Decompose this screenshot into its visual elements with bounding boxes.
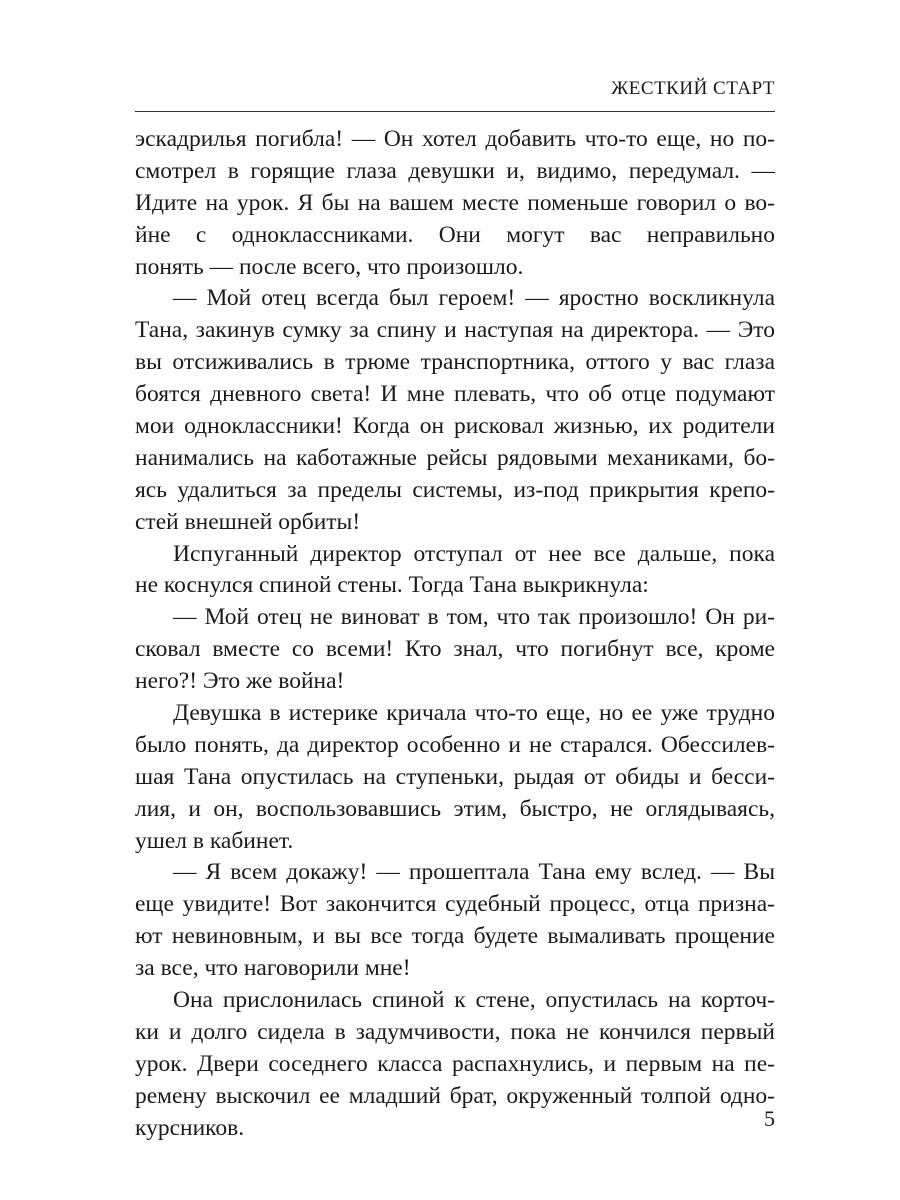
text-line: Тана, закинув сумку за спину и наступая на директора. — Это xyxy=(135,317,775,344)
text-line: шая Тана опустилась на ступеньки, рыдая от обиды и бесси- xyxy=(135,763,775,790)
text-line: не коснулся спиной стены. Тогда Тана выкрикнула: xyxy=(135,572,649,599)
text-line: боятся дневного света! И мне плевать, что об отце подумают xyxy=(135,381,775,408)
text-line: эскадрилья погибла! — Он хотел добавить что-то еще, но по- xyxy=(135,126,775,152)
text-line: него?! Это же война! xyxy=(135,668,345,695)
text-line: было понять, да директор особенно и не старался. Обессилев- xyxy=(135,731,775,758)
text-line: лия, и он, воспользовавшись этим, быстро, не оглядываясь, xyxy=(135,795,775,822)
text-line: курсников. xyxy=(135,1114,245,1141)
text-line: нанимались на каботажные рейсы рядовыми механиками, бо- xyxy=(135,444,775,471)
text-line: урок. Двери соседнего класса распахнулись, и первым на пе- xyxy=(135,1050,775,1077)
text-line: смотрел в горящие глаза девушки и, видимо, передумал. — xyxy=(135,157,775,184)
text-line: ют невиновным, и вы все тогда будете вымаливать прощение xyxy=(135,923,775,950)
text-line: еще увидите! Вот закончится судебный процесс, отца призна- xyxy=(135,891,775,918)
text-line: ремену выскочил ее младший брат, окруженный толпой одно- xyxy=(135,1082,775,1109)
text-line: — Я всем докажу! — прошептала Тана ему вслед. — Вы xyxy=(173,859,775,886)
text-line: Идите на урок. Я бы на вашем месте поменьше говорил о во- xyxy=(135,189,775,216)
text-line: Она прислонилась спиной к стене, опустилась на корточ- xyxy=(173,987,775,1014)
text-line: ясь удалиться за пределы системы, из-под прикрытия крепо- xyxy=(135,476,775,503)
text-line: Девушка в истерике кричала что-то еще, но ее уже трудно xyxy=(173,700,775,727)
text-line: за все, что наговорили мне! xyxy=(135,955,411,982)
text-line: йне с одноклассниками. Они могут вас неправильно xyxy=(135,221,775,248)
text-line: Испуганный директор отступал от нее все дальше, пока xyxy=(173,540,775,567)
text-line: ки и долго сидела в задумчивости, пока не кончился первый xyxy=(135,1018,775,1045)
body-text xyxy=(135,124,775,1141)
text-line: сковал вместе со всеми! Кто знал, что погибнут все, кроме xyxy=(135,636,775,663)
page-number: 5 xyxy=(764,1106,775,1131)
text-line: — Мой отец всегда был героем! — яростно воскликнула xyxy=(173,285,775,312)
text-line: мои одноклассники! Когда он рисковал жизнью, их родители xyxy=(135,413,775,440)
text-line: стей внешней орбиты! xyxy=(135,508,361,535)
text-line: — Мой отец не виноват в том, что так произошло! Он ри- xyxy=(173,604,775,631)
text-line: ушел в кабинет. xyxy=(135,827,294,854)
running-head: ЖЕСТКИЙ СТАРТ xyxy=(611,78,775,99)
text-line: вы отсиживались в трюме транспортника, оттого у вас глаза xyxy=(135,349,775,376)
text-line: понять — после всего, что произошло. xyxy=(135,253,524,280)
header-rule xyxy=(135,111,775,112)
